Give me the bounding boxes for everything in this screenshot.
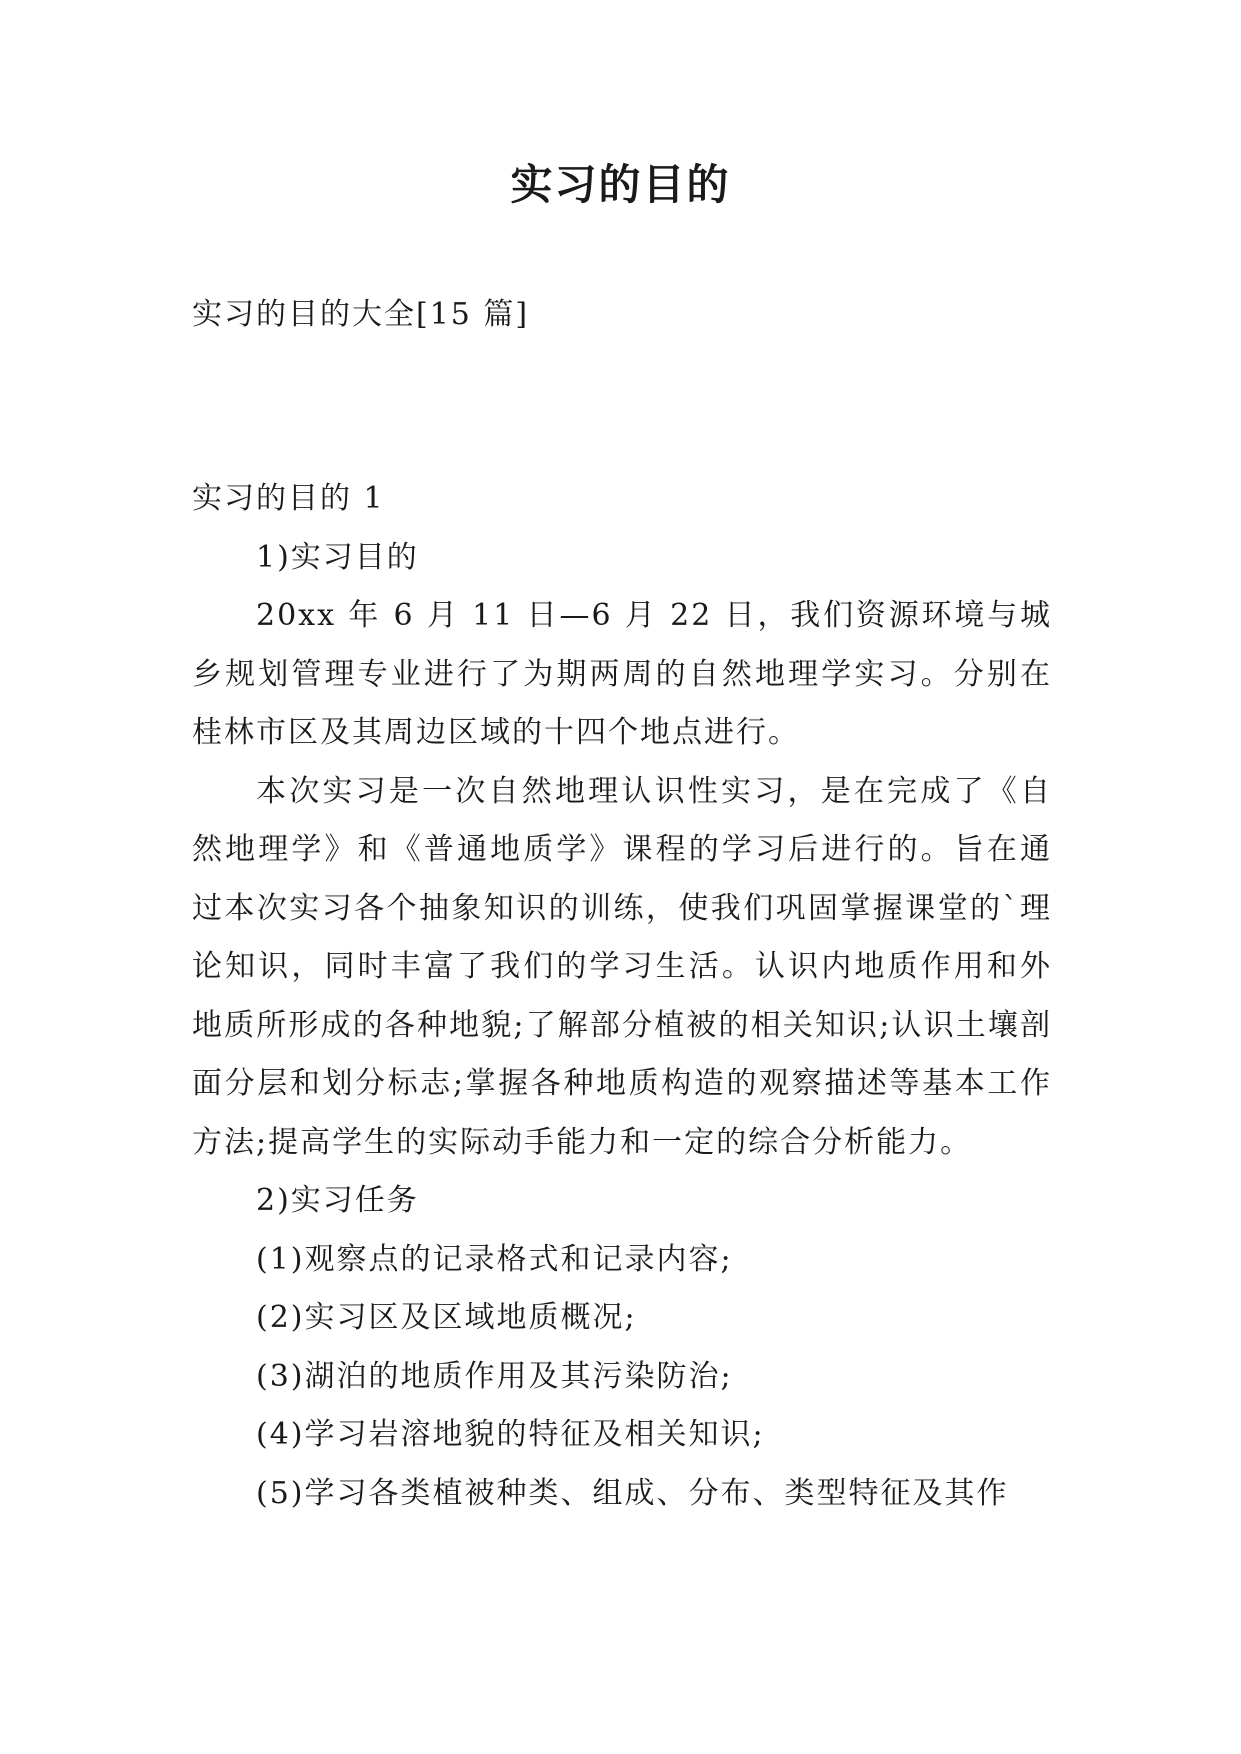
- task-item: (3)湖泊的地质作用及其污染防治;: [256, 1358, 733, 1394]
- section-1: [192, 470, 1052, 1523]
- task-item: (2)实习区及区域地质概况;: [256, 1300, 637, 1335]
- subtitle-text: 实习的目的大全[15 篇]: [192, 297, 530, 332]
- task-item: (4)学习岩溶地貌的特征及相关知识;: [256, 1417, 765, 1452]
- task-item: (5)学习各类植被种类、组成、分布、类型特征及其作: [256, 1475, 1009, 1511]
- task-item: (1)观察点的记录格式和记录内容;: [256, 1241, 733, 1277]
- document-title: 实习的目的: [510, 160, 731, 209]
- paragraph-description: 本次实习是一次自然地理认识性实习，是在完成了《自然地理学》和《普通地质学》课程的学习后进行的。旨在通过本次实习各个抽象知识的训练，使我们巩固掌握课堂的`理论知识，同时丰富了我们的学习生活。认识内地质作用和外地质所形成的各种地貌;了解部分植被的相关知识;认识土壤剖面分层和划分标志;掌握各种地质构造的观察描述等基本工作方法;提高学生的实际动手能力和一定的综合分析能力。: [192, 773, 1052, 1160]
- document-subtitle: [192, 286, 1052, 345]
- subheading-tasks: 2)实习任务: [256, 1183, 419, 1218]
- section-heading: 实习的目的 1: [192, 481, 385, 516]
- subheading-purpose: 1)实习目的: [256, 539, 419, 575]
- paragraph-dates: 20xx 年 6 月 11 日—6 月 22 日，我们资源环境与城乡规划管理专业进行了为期两周的自然地理学实习。分别在桂林市区及其周边区域的十四个地点进行。: [192, 598, 1052, 750]
